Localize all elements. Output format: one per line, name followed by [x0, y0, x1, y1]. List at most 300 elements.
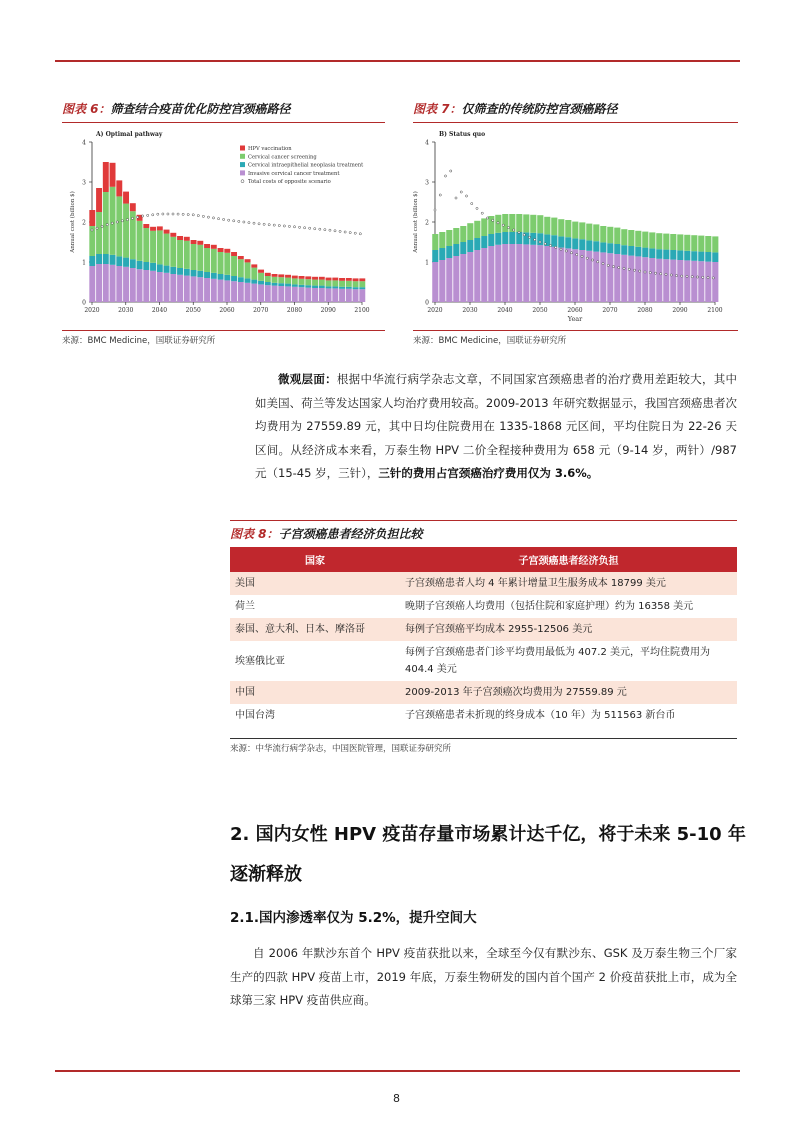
- bar-segment: [170, 237, 176, 267]
- bar-segment: [460, 254, 466, 302]
- overlay-point: [349, 232, 351, 234]
- legend-swatch: [241, 180, 244, 183]
- bar-segment: [251, 264, 257, 267]
- overlay-point: [212, 217, 214, 219]
- overlay-point: [309, 227, 311, 229]
- overlay-point: [314, 228, 316, 230]
- bar-segment: [299, 276, 305, 279]
- bar-segment: [600, 242, 606, 252]
- bar-segment: [642, 232, 648, 248]
- bar-segment: [332, 280, 338, 286]
- overlay-point: [612, 266, 614, 268]
- cell-burden: 子宫颈癌患者人均 4 年累计增量卫生服务成本 18799 美元: [400, 572, 737, 595]
- overlay-point: [607, 264, 609, 266]
- bar-segment: [502, 214, 508, 232]
- y-tick-label: 1: [82, 259, 86, 267]
- bar-segment: [684, 235, 690, 251]
- bar-segment: [319, 288, 325, 302]
- bar-segment: [157, 230, 163, 264]
- overlay-point: [686, 275, 688, 277]
- bar-segment: [218, 252, 224, 274]
- y-axis-label: Annual cost (billion $): [70, 191, 76, 253]
- bar-segment: [339, 289, 345, 302]
- bar-segment: [137, 261, 143, 269]
- bar-segment: [292, 287, 298, 302]
- bar-segment: [537, 215, 543, 233]
- x-tick-label: 2100: [707, 307, 723, 314]
- bar-segment: [137, 269, 143, 302]
- bar-segment: [579, 222, 585, 239]
- overlay-point: [217, 218, 219, 220]
- bar-segment: [558, 236, 564, 247]
- bar-segment: [565, 237, 571, 248]
- bar-segment: [143, 228, 149, 262]
- bar-segment: [251, 280, 257, 284]
- bar-segment: [460, 242, 466, 254]
- bar-segment: [698, 261, 704, 302]
- overlay-point: [434, 209, 436, 211]
- bar-segment: [272, 283, 278, 286]
- fig7-title-rule: [413, 122, 738, 123]
- bar-segment: [150, 263, 156, 271]
- legend-swatch: [240, 146, 245, 151]
- overlay-point: [660, 273, 662, 275]
- bar-segment: [353, 289, 359, 302]
- bar-segment: [164, 230, 170, 234]
- bar-segment: [204, 278, 210, 302]
- overlay-point: [576, 254, 578, 256]
- x-tick-label: 2040: [151, 307, 168, 314]
- overlay-point: [197, 214, 199, 216]
- overlay-point: [476, 207, 478, 209]
- bar-segment: [326, 288, 332, 302]
- bar-segment: [642, 248, 648, 258]
- legend-swatch: [240, 162, 245, 167]
- x-tick-label: 2040: [497, 307, 513, 314]
- legend-label: Invasive cervical cancer treatment: [248, 170, 340, 177]
- x-tick-label: 2030: [118, 307, 134, 314]
- overlay-point: [324, 229, 326, 231]
- overlay-point: [696, 276, 698, 278]
- bar-segment: [670, 260, 676, 302]
- bar-segment: [265, 282, 271, 285]
- bar-segment: [495, 245, 501, 302]
- bar-segment: [224, 253, 230, 275]
- bar-segment: [339, 278, 345, 281]
- overlay-point: [481, 212, 483, 214]
- bar-segment: [184, 269, 190, 276]
- bar-segment: [481, 218, 487, 236]
- x-tick-label: 2050: [185, 307, 201, 314]
- bar-segment: [332, 286, 338, 288]
- bar-segment: [698, 252, 704, 262]
- bar-segment: [103, 254, 109, 264]
- economic-burden-table: [230, 547, 737, 727]
- fig8-top-rule: [230, 520, 737, 521]
- bar-segment: [177, 268, 183, 275]
- bar-segment: [150, 227, 156, 231]
- bar-segment: [502, 244, 508, 302]
- table-header-row: [230, 547, 737, 572]
- fig6-label: 图表 6：: [62, 102, 111, 116]
- overlay-point: [96, 227, 98, 229]
- bar-segment: [177, 275, 183, 302]
- bar-segment: [523, 214, 529, 232]
- intro-paragraph: 自 2006 年默沙东首个 HPV 疫苗获批以来，全球至今仅有默沙东、GSK 及万泰生物三个厂家生产的四款 HPV 疫苗上市，2019 年底，万泰生物研发的国内首个国产 2 价疫苗获批上市，成为全球第三家 HPV 疫苗供应商。: [230, 946, 737, 1007]
- bar-segment: [460, 226, 466, 242]
- bar-segment: [359, 281, 365, 287]
- bar-segment: [614, 244, 620, 254]
- bar-segment: [663, 250, 669, 260]
- fig6-title: [62, 100, 291, 117]
- legend-label: Total costs of opposite scenario: [248, 179, 331, 186]
- bar-segment: [265, 285, 271, 302]
- overlay-point: [339, 230, 341, 232]
- bar-segment: [600, 226, 606, 242]
- overlay-point: [142, 215, 144, 217]
- bar-segment: [712, 262, 718, 302]
- bar-segment: [204, 244, 210, 248]
- bar-segment: [467, 223, 473, 240]
- table-row: [230, 572, 737, 595]
- bar-segment: [258, 273, 264, 281]
- bar-segment: [326, 278, 332, 281]
- bar-segment: [312, 288, 318, 302]
- bar-segment: [712, 236, 718, 252]
- bar-segment: [123, 267, 129, 302]
- bar-segment: [245, 283, 251, 302]
- x-tick-label: 2030: [462, 307, 478, 314]
- overlay-point: [623, 267, 625, 269]
- bar-segment: [432, 262, 438, 302]
- bar-segment: [110, 187, 116, 255]
- bar-segment: [312, 286, 318, 288]
- bar-segment: [635, 231, 641, 247]
- bar-segment: [453, 256, 459, 302]
- bar-segment: [453, 228, 459, 244]
- bar-segment: [488, 216, 494, 234]
- overlay-point: [471, 203, 473, 205]
- bar-segment: [245, 262, 251, 278]
- bar-segment: [231, 276, 237, 281]
- bar-segment: [177, 236, 183, 240]
- bar-segment: [285, 284, 291, 287]
- bar-segment: [170, 267, 176, 274]
- bar-segment: [245, 259, 251, 262]
- x-tick-label: 2070: [602, 307, 618, 314]
- table-row: [230, 681, 737, 704]
- x-tick-label: 2020: [427, 307, 443, 314]
- bar-segment: [614, 254, 620, 302]
- fig7-title-text: 仅筛查的传统防控宫颈癌路径: [461, 102, 618, 116]
- bar-segment: [663, 234, 669, 250]
- bar-segment: [285, 286, 291, 302]
- bar-segment: [224, 275, 230, 281]
- bar-segment: [278, 286, 284, 302]
- overlay-point: [238, 220, 240, 222]
- overlay-point: [618, 266, 620, 268]
- overlay-point: [465, 195, 467, 197]
- bar-segment: [204, 272, 210, 278]
- overlay-point: [555, 246, 557, 248]
- bar-segment: [537, 233, 543, 245]
- bar-segment: [292, 284, 298, 286]
- bar-segment: [551, 235, 557, 247]
- overlay-point: [177, 213, 179, 215]
- overlay-point: [539, 241, 541, 243]
- overlay-point: [450, 170, 452, 172]
- overlay-point: [111, 222, 113, 224]
- bar-segment: [593, 224, 599, 241]
- bar-segment: [110, 255, 116, 265]
- bar-segment: [278, 277, 284, 283]
- bar-segment: [164, 234, 170, 266]
- y-tick-label: 0: [425, 299, 429, 307]
- bar-segment: [670, 234, 676, 250]
- bar-segment: [272, 274, 278, 277]
- bar-segment: [488, 246, 494, 302]
- bar-segment: [453, 244, 459, 256]
- overlay-point: [665, 273, 667, 275]
- bar-segment: [691, 251, 697, 261]
- bar-segment: [677, 260, 683, 302]
- bar-segment: [346, 287, 352, 289]
- overlay-point: [192, 214, 194, 216]
- bar-segment: [123, 192, 129, 204]
- overlay-point: [497, 222, 499, 224]
- x-tick-label: 2060: [219, 307, 235, 314]
- bar-segment: [89, 266, 95, 302]
- bar-segment: [607, 253, 613, 302]
- bar-segment: [184, 237, 190, 241]
- bar-segment: [572, 249, 578, 302]
- bar-segment: [96, 212, 102, 254]
- bar-segment: [684, 260, 690, 302]
- overlay-point: [591, 259, 593, 261]
- y-tick-label: 4: [82, 139, 86, 147]
- overlay-point: [444, 175, 446, 177]
- bar-segment: [143, 262, 149, 270]
- bar-segment: [446, 258, 452, 302]
- overlay-point: [273, 224, 275, 226]
- bar-segment: [231, 252, 237, 256]
- bar-segment: [265, 276, 271, 282]
- overlay-point: [162, 213, 164, 215]
- bar-segment: [439, 260, 445, 302]
- top-rule: [55, 60, 740, 62]
- overlay-point: [172, 213, 174, 215]
- bar-segment: [191, 244, 197, 270]
- bar-segment: [446, 246, 452, 258]
- overlay-point: [253, 222, 255, 224]
- bar-segment: [245, 278, 251, 282]
- bar-segment: [305, 276, 311, 279]
- bar-segment: [544, 217, 550, 235]
- overlay-point: [502, 224, 504, 226]
- bar-segment: [116, 266, 122, 302]
- bar-segment: [558, 248, 564, 302]
- fig7-title: [413, 100, 618, 117]
- overlay-point: [439, 194, 441, 196]
- bar-segment: [312, 280, 318, 286]
- bar-segment: [103, 264, 109, 302]
- bar-segment: [586, 224, 592, 241]
- bar-segment: [197, 277, 203, 302]
- fig6-title-rule: [62, 122, 385, 123]
- bar-segment: [130, 203, 136, 211]
- bar-segment: [628, 230, 634, 246]
- bar-segment: [272, 286, 278, 302]
- y-tick-label: 0: [82, 299, 86, 307]
- fig8-title: [230, 525, 423, 542]
- bar-segment: [628, 246, 634, 256]
- y-tick-label: 3: [425, 179, 429, 187]
- micro-level-paragraph: [255, 368, 737, 486]
- bar-segment: [272, 277, 278, 283]
- bar-segment: [698, 236, 704, 252]
- fig7-source-rule: [413, 330, 738, 331]
- bar-segment: [211, 249, 217, 273]
- bar-segment: [319, 280, 325, 286]
- bar-segment: [305, 288, 311, 302]
- header-burden: 子宫颈癌患者经济负担: [400, 547, 737, 572]
- bar-segment: [621, 255, 627, 302]
- overlay-point: [152, 214, 154, 216]
- x-tick-label: 2080: [637, 307, 653, 314]
- para1-lead: 微观层面：: [278, 372, 337, 386]
- overlay-point: [268, 224, 270, 226]
- overlay-point: [518, 231, 520, 233]
- bar-segment: [523, 244, 529, 302]
- bar-segment: [691, 261, 697, 302]
- bar-segment: [572, 238, 578, 249]
- bar-segment: [231, 256, 237, 276]
- bar-segment: [488, 234, 494, 246]
- bar-segment: [258, 281, 264, 285]
- bar-segment: [565, 220, 571, 237]
- bar-segment: [530, 215, 536, 233]
- bar-segment: [218, 274, 224, 280]
- overlay-point: [586, 257, 588, 259]
- bar-segment: [516, 214, 522, 232]
- bar-segment: [157, 264, 163, 272]
- bar-segment: [177, 240, 183, 268]
- bar-segment: [170, 274, 176, 302]
- bar-segment: [143, 224, 149, 228]
- overlay-point: [131, 217, 133, 219]
- x-tick-label: 2020: [84, 307, 100, 314]
- bar-segment: [621, 245, 627, 255]
- optimal-pathway-chart: [62, 126, 385, 326]
- bar-segment: [211, 245, 217, 249]
- bar-segment: [712, 252, 718, 262]
- bar-segment: [96, 264, 102, 302]
- table-row: [230, 641, 737, 681]
- x-tick-label: 2060: [567, 307, 583, 314]
- bar-segment: [572, 222, 578, 239]
- overlay-point: [644, 271, 646, 273]
- bar-segment: [467, 240, 473, 252]
- bar-segment: [607, 243, 613, 253]
- overlay-point: [116, 221, 118, 223]
- bar-segment: [130, 268, 136, 302]
- overlay-point: [639, 270, 641, 272]
- bar-segment: [593, 252, 599, 302]
- bar-segment: [614, 228, 620, 244]
- overlay-point: [334, 230, 336, 232]
- bar-segment: [677, 234, 683, 250]
- bar-segment: [439, 232, 445, 248]
- bar-segment: [359, 278, 365, 281]
- bar-segment: [137, 221, 143, 261]
- para1-bold-tail: 三针的费用占宫颈癌治疗费用仅为 3.6%。: [378, 466, 599, 480]
- bar-segment: [164, 266, 170, 273]
- bar-segment: [164, 273, 170, 302]
- bar-segment: [353, 287, 359, 289]
- bar-segment: [184, 276, 190, 302]
- overlay-point: [702, 276, 704, 278]
- overlay-point: [691, 276, 693, 278]
- section2-heading-line2: 逐渐释放: [230, 864, 302, 885]
- bar-segment: [705, 252, 711, 262]
- section21-heading: 2.1.国内渗透率仅为 5.2%，提升空间大: [230, 910, 477, 926]
- table-row: [230, 618, 737, 641]
- overlay-point: [507, 227, 509, 229]
- overlay-point: [298, 226, 300, 228]
- overlay-point: [233, 220, 235, 222]
- bar-segment: [238, 282, 244, 302]
- overlay-point: [712, 277, 714, 279]
- bar-segment: [110, 163, 116, 187]
- bar-segment: [353, 278, 359, 281]
- bar-segment: [705, 262, 711, 302]
- bar-segment: [628, 256, 634, 302]
- bar-segment: [649, 248, 655, 258]
- bar-segment: [579, 239, 585, 250]
- legend-label: Cervical intraepithelial neoplasia treatment: [248, 162, 364, 169]
- bar-segment: [439, 248, 445, 260]
- overlay-point: [534, 239, 536, 241]
- bar-segment: [197, 245, 203, 271]
- bar-segment: [292, 278, 298, 284]
- bottom-rule: [55, 1070, 740, 1072]
- bar-segment: [537, 245, 543, 302]
- bar-segment: [670, 250, 676, 260]
- bar-segment: [191, 276, 197, 302]
- bar-segment: [607, 227, 613, 243]
- para1-text: 根据中华流行病学杂志文章，不同国家宫颈癌患者的治疗费用差距较大，其中如美国、荷兰等发达国家人均治疗费用较高。2009-2013 年研究数据显示，我国宫颈癌患者次均费用为 27559.89 元，其中日均住院费用在 1335-1868 元区间，平均住院日为 22-26 天区间。从经济成本来看，万泰生物 HPV 二价全程接种费用为 658 元（9-14 岁，两针）/987 元（15-45 岁，三针），: [255, 372, 738, 480]
- overlay-point: [460, 191, 462, 193]
- bar-segment: [191, 270, 197, 276]
- fig7-source: 来源：BMC Medicine，国联证券研究所: [413, 336, 567, 346]
- bar-segment: [509, 244, 515, 302]
- cell-country: 泰国、意大利、日本、摩洛哥: [230, 618, 400, 641]
- bar-segment: [635, 256, 641, 302]
- overlay-point: [602, 263, 604, 265]
- overlay-point: [581, 255, 583, 257]
- bar-segment: [110, 265, 116, 302]
- bar-segment: [218, 248, 224, 252]
- bar-segment: [130, 259, 136, 268]
- x-tick-label: 2050: [532, 307, 548, 314]
- cell-burden: 子宫颈癌患者未折现的终身成本（10 年）为 511563 新台币: [405, 710, 676, 721]
- overlay-point: [187, 213, 189, 215]
- bar-segment: [157, 272, 163, 302]
- y-tick-label: 2: [82, 219, 86, 227]
- bar-segment: [218, 280, 224, 302]
- x-tick-label: 2070: [253, 307, 269, 314]
- bar-segment: [211, 273, 217, 279]
